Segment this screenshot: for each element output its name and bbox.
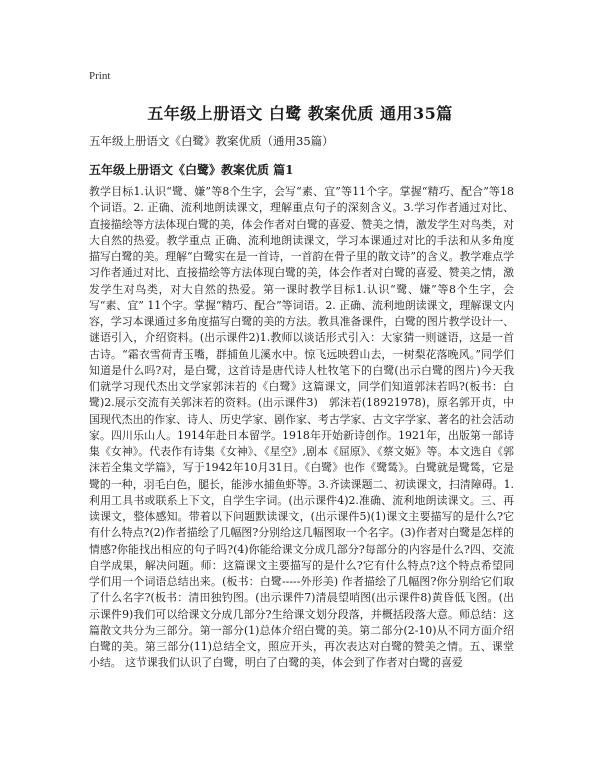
- document-subtitle: 五年级上册语文《白鹭》教案优质（通用35篇）: [89, 134, 334, 148]
- print-label: Print: [89, 70, 111, 82]
- body-paragraph: 教学目标1.认识“鹭、嫌”等8个生字，会写“素、宜”等11个字。掌握“精巧、配合”等18个词语。2. 正确、流利地朗读课文，理解重点句子的深刻含义。3.学习作者通过对比、直接描绘等方法体现白鹭的美，体会作者对白鹭的喜爱、赞美之情，激发学生对鸟类，对大自然的热爱。教学重点 正确、流利地朗读课文，学习本课通过对比的手法和从多角度描写白鹭的美。理解“白鹭实在是一首诗，一首韵在骨子里的散文诗”的含义。教学难点学习作者通过对比、直接描绘等方法体现白鹭的美，体会作者对白鹭的喜爱、赞美之情，激发学生对鸟类，对大自然的热爱。第一课时教学目标1.认识“鹭、嫌”等8个生字，会写“素、宜” 11个字。掌握“精巧、配合”等词语。2. 正确、流利地朗读课文，理解课文内容，学习本课通过多角度描写白鹭的美的方法。教具准备课件，白鹭的图片教学设计一、谜语引入，介绍资料。(出示课件2)1.教师以谈话形式引入：大家猜一则谜语，这是一首古诗。“霜衣雪荷青玉嘴，群捕鱼儿溪水中。惊飞远映碧山去，一树梨花落晚风。”同学们知道是什么吗?对，是白鹭，这首诗是唐代诗人杜牧笔下的白鹭(出示白鹭的图片)今天我们就学习现代杰出文学家郭沫若的《白鹭》这篇课文，同学们知道郭沫若吗?(板书：白鹭)2.展示交流有关郭沫若的资料。(出示课件3) 郭沫若(18921978)，原名郭开贞，中国现代杰出的作家、诗人、历史学家、剧作家、考古学家、古文字学家、著名的社会活动家。四川乐山人。1914年赴日本留学。1918年开始新诗创作。1921年，出版第一部诗集《女神》。代表作有诗集《女神》、《星空》,剧本《屈原》、《蔡文姬》等。本文选自《郭沫若全集文学篇》，写于1942年10月31日。《白鹭》也作《鹭鸶》。白鹭就是鹭鸶，它是鹭的一种，羽毛白色，腿长，能涉水捕鱼虾等。3.齐读课题二、初读课文，扫清障碍。1.利用工具书或联系上下文，自学生字词。(出示课件4)2.准确、流利地朗读课文。三、再读课文，整体感知。带着以下问题默读课文，(出示课件5)(1)课文主要描写的是什么?它有什么特点?(2)作者描绘了几幅图?分别给这几幅图取一个名字。(3)作者对白鹭是怎样的情感?你能找出相应的句子吗?(4)你能给课文分成几部分?每部分的内容是什么?四、交流自学成果，解决问题。师：这篇课文主要描写的是什么?它有什么特点?这个特点希望同学们用一个词语总结出来。(板书：白鹭-----外形美) 作者描绘了几幅图?你分别给它们取了什么名字?(板书：清田独钓图。(出示课件7)清晨望哨图(出示课件8)黄昏低飞图。(出示课件9)我们可以给课文分成几部分?生给课文划分段落，并概括段落大意。师总结：这篇散文共分为三部分。第一部分(1)总体介绍白鹭的美。第二部分(2-10)从不同方面介绍白鹭的美。第三部分(11)总结全文，照应开头，再次表达对白鹭的赞美之情。五、课堂小结。 这节课我们认识了白鹭，明白了白鹭的美，体会到了作者对白鹭的喜爱: [89, 185, 514, 670]
- section-heading: 五年级上册语文《白鹭》教案优质 篇1: [89, 163, 294, 177]
- document-title: 五年级上册语文 白鹭 教案优质 通用35篇: [147, 104, 453, 123]
